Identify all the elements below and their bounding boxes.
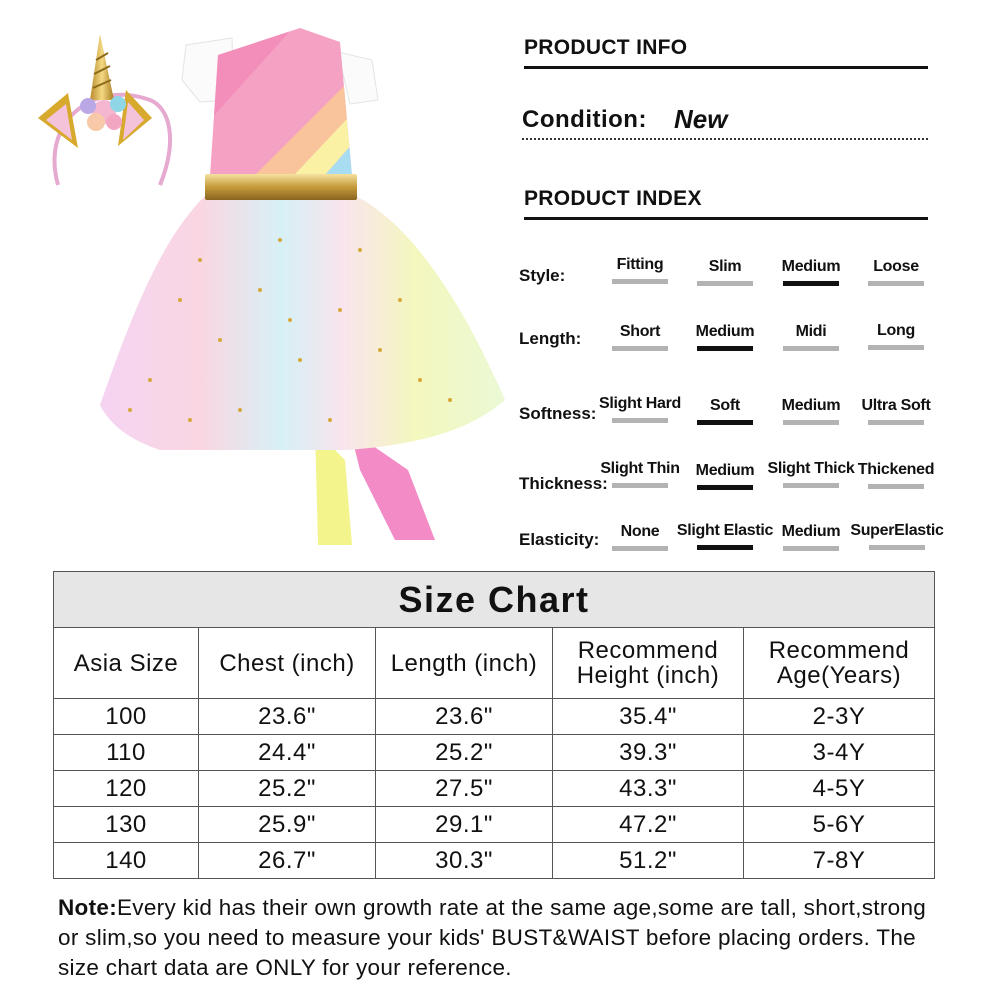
table-cell: 100 xyxy=(54,699,199,735)
table-row xyxy=(54,735,935,771)
product-index-heading: PRODUCT INDEX xyxy=(524,187,928,220)
index-option-text: Slight Elastic xyxy=(676,522,774,539)
index-option-bar xyxy=(783,346,839,351)
table-cell: 30.3" xyxy=(376,843,553,879)
rainbow-tutu-dress xyxy=(100,20,505,545)
index-option-text: Short xyxy=(619,323,661,340)
index-option xyxy=(595,523,685,551)
condition-value: New xyxy=(674,104,728,134)
size-note xyxy=(58,893,938,983)
index-option-selected xyxy=(680,462,770,490)
condition-row xyxy=(522,102,928,140)
note-text: Every kid has their own growth rate at the same age,some are tall, short,strong or slim,so you need to measure your kids' BUST&WAIST before placing orders. The size chart data are ONLY for your reference. xyxy=(58,895,927,980)
table-row xyxy=(54,807,935,843)
table-row xyxy=(54,771,935,807)
table-cell: 43.3" xyxy=(553,771,744,807)
index-option-selected xyxy=(680,323,770,351)
index-option-bar xyxy=(697,346,753,351)
table-cell: 120 xyxy=(54,771,199,807)
index-option-text: Slight Hard xyxy=(598,395,682,412)
index-option xyxy=(595,323,685,351)
column-header: Chest (inch) xyxy=(199,628,376,699)
index-option xyxy=(766,523,856,551)
condition-label: Condition: xyxy=(522,106,647,133)
table-cell: 2-3Y xyxy=(744,699,935,735)
index-option-text: Loose xyxy=(873,258,919,275)
table-cell: 3-4Y xyxy=(744,735,935,771)
index-option xyxy=(849,522,945,550)
index-option-selected xyxy=(680,397,770,425)
product-image xyxy=(0,0,520,560)
product-info-heading: PRODUCT INFO xyxy=(524,36,928,69)
index-label-thickness: Thickness: xyxy=(519,474,608,493)
size-chart-table xyxy=(53,571,935,879)
table-cell: 24.4" xyxy=(199,735,376,771)
index-option-bar xyxy=(697,420,753,425)
index-option-bar xyxy=(783,281,839,286)
table-cell: 5-6Y xyxy=(744,807,935,843)
index-option-bar xyxy=(868,345,924,350)
index-label-length: Length: xyxy=(519,329,582,348)
index-option-text: Ultra Soft xyxy=(861,397,931,414)
column-header: Asia Size xyxy=(54,628,199,699)
table-cell: 110 xyxy=(54,735,199,771)
index-option-text: Midi xyxy=(795,323,827,340)
column-header: Recommend Age(Years) xyxy=(744,628,935,699)
index-option-bar xyxy=(612,279,668,284)
index-option-text: Fitting xyxy=(616,256,664,273)
index-option xyxy=(595,256,685,284)
table-cell: 27.5" xyxy=(376,771,553,807)
index-option-selected xyxy=(676,522,774,550)
index-option-bar xyxy=(612,546,668,551)
index-option-bar xyxy=(868,281,924,286)
table-row xyxy=(54,843,935,879)
table-cell: 29.1" xyxy=(376,807,553,843)
index-option xyxy=(680,258,770,286)
table-cell: 23.6" xyxy=(376,699,553,735)
index-option-bar xyxy=(783,420,839,425)
table-cell: 39.3" xyxy=(553,735,744,771)
table-cell: 26.7" xyxy=(199,843,376,879)
table-cell: 4-5Y xyxy=(744,771,935,807)
index-option-text: Medium xyxy=(695,323,755,340)
index-option xyxy=(851,258,941,286)
table-cell: 23.6" xyxy=(199,699,376,735)
index-option xyxy=(766,397,856,425)
index-option-text: Soft xyxy=(710,397,740,414)
index-option xyxy=(595,395,685,423)
index-option-bar xyxy=(868,484,924,489)
index-option-bar xyxy=(612,418,668,423)
table-cell: 140 xyxy=(54,843,199,879)
index-option-text: SuperElastic xyxy=(850,522,944,539)
note-label: Note: xyxy=(58,895,117,920)
index-option-bar xyxy=(783,546,839,551)
index-label-elasticity: Elasticity: xyxy=(519,530,600,549)
index-option xyxy=(851,461,941,489)
index-option-selected xyxy=(766,258,856,286)
size-chart-title: Size Chart xyxy=(54,572,935,628)
index-option-text: None xyxy=(620,523,660,540)
index-option-bar xyxy=(783,483,839,488)
table-cell: 7-8Y xyxy=(744,843,935,879)
index-option xyxy=(766,323,856,351)
table-row xyxy=(54,699,935,735)
index-option-bar xyxy=(869,545,925,550)
index-option xyxy=(595,460,685,488)
table-cell: 25.2" xyxy=(199,771,376,807)
table-cell: 51.2" xyxy=(553,843,744,879)
index-option xyxy=(766,460,856,488)
index-option-bar xyxy=(697,545,753,550)
index-option-text: Slight Thin xyxy=(600,460,680,477)
table-cell: 130 xyxy=(54,807,199,843)
index-option-text: Medium xyxy=(781,523,841,540)
table-cell: 47.2" xyxy=(553,807,744,843)
index-option-text: Medium xyxy=(781,397,841,414)
table-cell: 25.9" xyxy=(199,807,376,843)
index-option-text: Medium xyxy=(781,258,841,275)
unicorn-headband xyxy=(38,34,170,185)
index-option-bar xyxy=(697,485,753,490)
index-option-text: Slight Thick xyxy=(767,460,855,477)
column-header: Length (inch) xyxy=(376,628,553,699)
index-option-text: Medium xyxy=(695,462,755,479)
index-option-bar xyxy=(697,281,753,286)
index-label-softness: Softness: xyxy=(519,404,597,423)
index-option-text: Long xyxy=(877,322,915,339)
column-header: Recommend Height (inch) xyxy=(553,628,744,699)
index-label-style: Style: xyxy=(519,266,566,285)
index-option-bar xyxy=(868,420,924,425)
table-cell: 35.4" xyxy=(553,699,744,735)
index-option-bar xyxy=(612,346,668,351)
index-option-bar xyxy=(612,483,668,488)
index-option-text: Slim xyxy=(708,258,742,275)
table-cell: 25.2" xyxy=(376,735,553,771)
index-option-text: Thickened xyxy=(857,461,935,478)
index-option xyxy=(851,397,941,425)
index-option xyxy=(851,322,941,350)
